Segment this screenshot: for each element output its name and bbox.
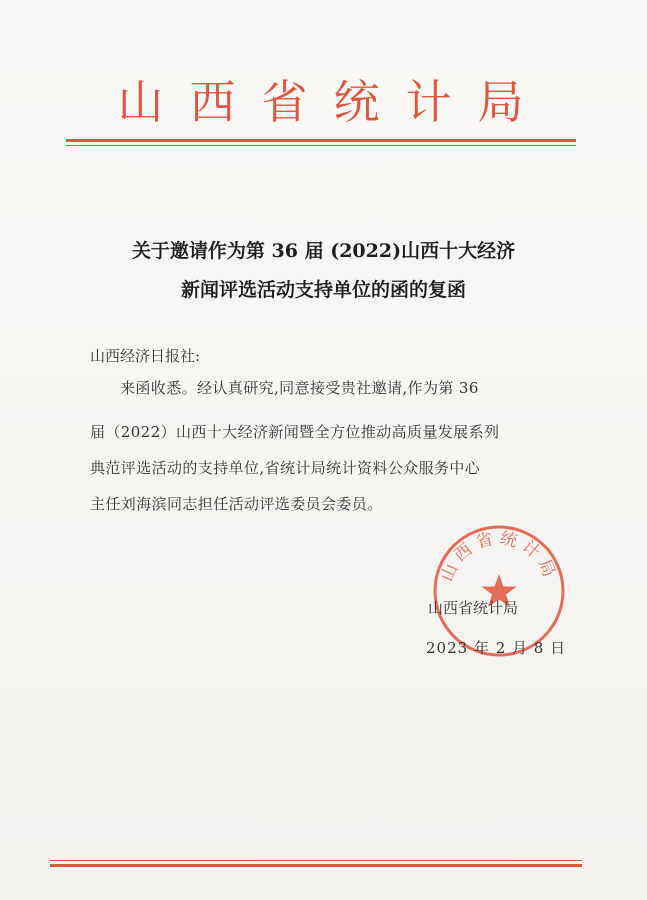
footer-rule-thin: [50, 860, 582, 861]
body-paragraph-line: 来函收悉。经认真研究,同意接受贵社邀请,作为第 36: [120, 379, 479, 397]
body-paragraph-line: 典范评选活动的支持单位,省统计局统计资料公众服务中心: [90, 459, 481, 477]
footer-rule-thick: [50, 864, 582, 867]
body-paragraph-line: 届（2022）山西十大经济新闻暨全方位推动高质量发展系列: [90, 423, 500, 441]
letterhead-rule-thick: [66, 139, 576, 142]
document-title-line-2: 新闻评选活动支持单位的函的复函: [180, 279, 466, 301]
letterhead-agency-name: 山西省统计局: [117, 75, 550, 129]
document-title-line-1: 关于邀请作为第 36 届 (2022)山西十大经济: [131, 240, 516, 262]
seal-text: 山西省统计局: [437, 528, 561, 585]
salutation: 山西经济日报社:: [90, 347, 201, 365]
body-paragraph-line: 主任刘海滨同志担任活动评选委员会委员。: [90, 495, 383, 513]
issue-date: 2023 年 2 月 8 日: [426, 639, 567, 657]
signer-name: 山西省统计局: [428, 599, 519, 617]
letterhead-rule-thin: [66, 145, 576, 146]
